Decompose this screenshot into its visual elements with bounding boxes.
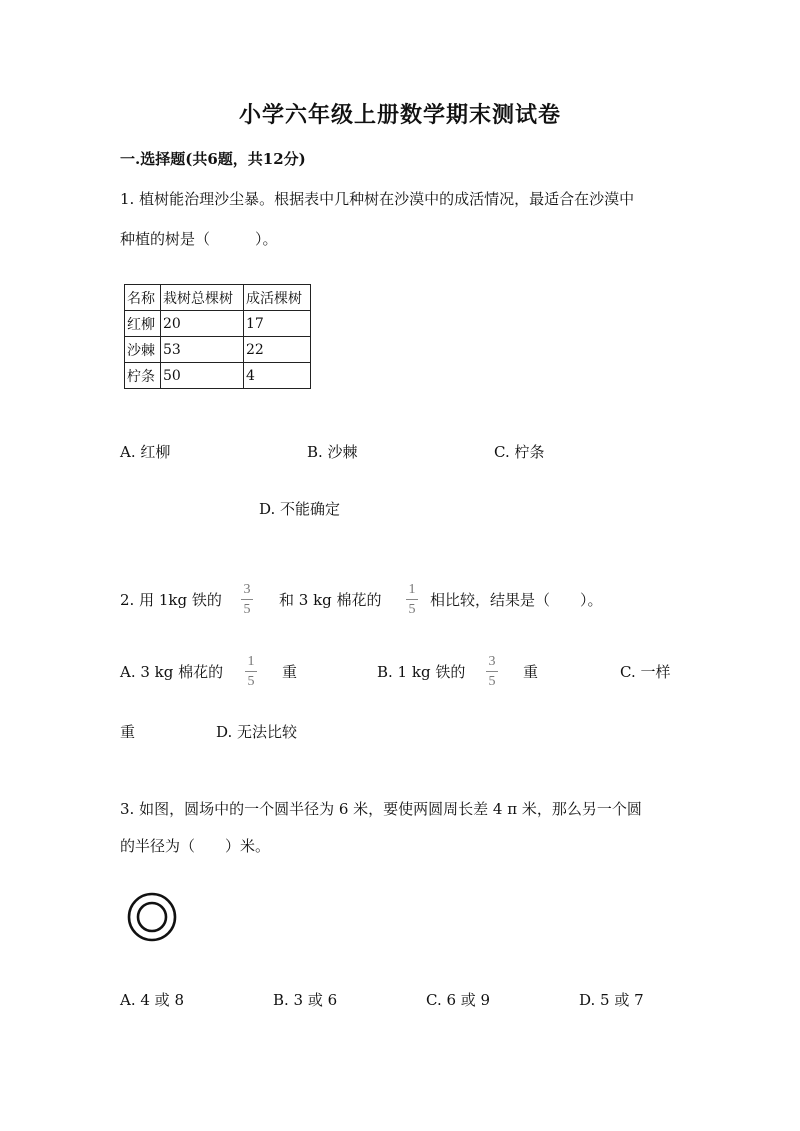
table-row [125, 311, 311, 337]
table-cell: 红柳 [125, 311, 161, 337]
outer-circle [129, 894, 175, 940]
fraction-denominator: 5 [488, 674, 496, 689]
q1-text-line2: 种植的树是（ ）。 [120, 230, 278, 248]
page-title: 小学六年级上册数学期末测试卷 [238, 102, 561, 128]
table-row [125, 363, 311, 389]
fraction-denominator: 5 [243, 602, 251, 617]
q1-option-d: D. 不能确定 [259, 500, 341, 518]
q2-option-a-tail: 重 [282, 663, 298, 681]
fraction-numerator: 1 [408, 582, 416, 597]
fraction-numerator: 3 [488, 654, 496, 669]
q1-option-a: A. 红柳 [120, 443, 171, 461]
section-heading: 一.选择题(共6题，共12分) [120, 150, 306, 168]
table-row [125, 337, 311, 363]
fraction [485, 655, 499, 689]
q3-option-b: B. 3 或 6 [273, 991, 338, 1009]
inner-circle [138, 903, 166, 931]
q3-option-a: A. 4 或 8 [120, 991, 184, 1009]
q2-text-part3: 相比较，结果是（ ）。 [430, 591, 603, 609]
tree-survival-table [124, 284, 311, 389]
q2-option-c-tail: 重 [120, 723, 136, 741]
concentric-circles-figure [126, 891, 178, 943]
table-cell: 20 [161, 311, 244, 337]
q3-option-c: C. 6 或 9 [426, 991, 491, 1009]
table-cell: 53 [161, 337, 244, 363]
q2-option-a: A. 3 kg 棉花的 [120, 663, 224, 681]
q3-text-line2: 的半径为（ ）米。 [120, 837, 271, 855]
fraction-denominator: 5 [247, 674, 255, 689]
q1-option-c: C. 柠条 [494, 443, 545, 461]
q2-option-b: B. 1 kg 铁的 [377, 663, 466, 681]
q2-option-c: C. 一样 [620, 663, 671, 681]
table-cell: 22 [244, 337, 311, 363]
fraction [240, 583, 254, 617]
table-cell: 50 [161, 363, 244, 389]
table-cell: 17 [244, 311, 311, 337]
table-header-row [125, 285, 311, 311]
table-header-cell: 成活棵树 [244, 285, 311, 311]
q2-text-part2: 和 3 kg 棉花的 [279, 591, 382, 609]
q1-text-line1: 1. 植树能治理沙尘暴。根据表中几种树在沙漠中的成活情况，最适合在沙漠中 [120, 190, 635, 208]
q3-text-line1: 3. 如图，圆场中的一个圆半径为 6 米，要使两圆周长差 4 π 米，那么另一个圆 [120, 800, 642, 818]
fraction-numerator: 3 [243, 582, 251, 597]
fraction [405, 583, 419, 617]
fraction [244, 655, 258, 689]
table-header-cell: 栽树总棵树 [161, 285, 244, 311]
q2-option-d: D. 无法比较 [216, 723, 298, 741]
q3-option-d: D. 5 或 7 [579, 991, 644, 1009]
fraction-numerator: 1 [247, 654, 255, 669]
table-cell: 沙棘 [125, 337, 161, 363]
table-header-cell: 名称 [125, 285, 161, 311]
q2-option-b-tail: 重 [523, 663, 539, 681]
table-cell: 4 [244, 363, 311, 389]
q2-text-part1: 2. 用 1kg 铁的 [120, 591, 222, 609]
q1-option-b: B. 沙棘 [307, 443, 358, 461]
table-cell: 柠条 [125, 363, 161, 389]
fraction-denominator: 5 [408, 602, 416, 617]
